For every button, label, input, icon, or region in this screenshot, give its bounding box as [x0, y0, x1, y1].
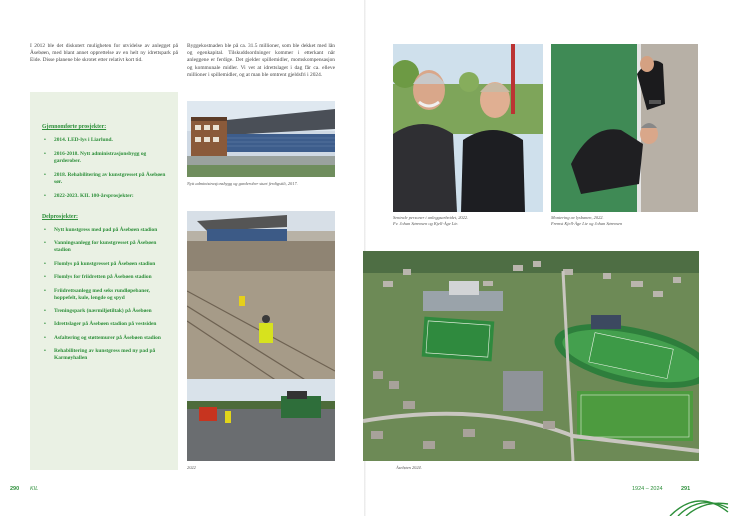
caption-2022: 2022 [187, 465, 196, 470]
subprojects-list [42, 227, 166, 362]
footer-label-left: KIL [30, 486, 39, 492]
completed-heading: Gjennomførte prosjekter: [42, 124, 107, 130]
people-photo [393, 44, 543, 212]
mounting-photo [551, 44, 698, 212]
aerial-caption: Åsebøen 2024. [396, 465, 422, 470]
mounting-caption-1: Montering av lysbanen, 2022. [551, 215, 604, 220]
list-item: • Treningspark (nærmiljøtiltak) på Åsebøen [42, 308, 166, 315]
completed-list [42, 137, 166, 200]
intro-paragraph: I 2012 ble det diskutert muligheten for utvidelse av anlegget på Åsebøen, med blant annet opprettelse av en helt ny idrettspark på Eide. Disse planene ble skrotet etter relativt kort tid. [30, 43, 178, 64]
construction-photo [187, 211, 335, 461]
list-item: • 2014. LED-lys i Liarlund. [42, 137, 166, 144]
projects-box [30, 92, 178, 470]
list-item: • Rehabilitering av kunstgress med ny pad på Karmøyhallen [42, 348, 166, 362]
list-item: • Flomlys på kunstgresset på Åsebøen stadion [42, 261, 166, 268]
list-item: • 2018. Rehabilitering av kunstgresset på Åsebøen sør. [42, 172, 166, 186]
list-item: • Nytt kunstgress med pad på Åsebøen stadion [42, 227, 166, 234]
subprojects-heading: Delprosjekter: [42, 214, 78, 220]
aerial-photo [363, 251, 699, 461]
cost-paragraph: Byggekostnaden ble på ca. 31.5 millioner, som ble dekket med lån og egenkapital. Tilskuddsordninger kommer i etterkant når anleggene er ferdige. Det gjelder spillemidler, momskompensasjon og kommunale midler. Vi vet at idrettslaget i dag får ca. elleve millioner i spillemidler, og at man ble omtrent gjeldsfri i 2024. [187, 43, 335, 78]
list-item: • 2022-2023. KIL 100-årsprosjekter: [42, 193, 166, 200]
decorative-waves-icon [668, 490, 730, 516]
list-item: • Asfaltering og støttemurer på Åsebøen stadion [42, 335, 166, 342]
page-number-right: 291 [681, 486, 691, 492]
list-item: • Friidrettsanlegg med seks rundløpebaner, hoppefelt, kule, lengde og spyd [42, 288, 166, 302]
list-item: • Flomlys for friidretten på Åsebøen stadion [42, 274, 166, 281]
footer-years: 1924 – 2024 [632, 486, 663, 492]
building-caption: Nytt administrasjonsbygg og garderober stuet ferdigstilt, 2017. [187, 181, 298, 186]
list-item: • 2016-2018. Nytt administrasjonsbygg og garderober. [42, 151, 166, 165]
mounting-caption-2: Fremst Kjell-Åge Lie og Johan Sørensen [551, 221, 623, 226]
people-caption-2: Fv. Johan Sørensen og Kjell-Åge Lie. [393, 221, 459, 226]
list-item: • Vanningsanlegg for kunstgresset på Åsebøen stadion [42, 240, 166, 254]
people-caption-1: Sentrale personer i anleggsarbeidet, 2022. [393, 215, 469, 220]
stadium-building-photo [187, 101, 335, 177]
list-item: • Idrettslager på Åsebøen stadion på vestsiden [42, 321, 166, 328]
page-number-left: 290 [10, 486, 20, 492]
